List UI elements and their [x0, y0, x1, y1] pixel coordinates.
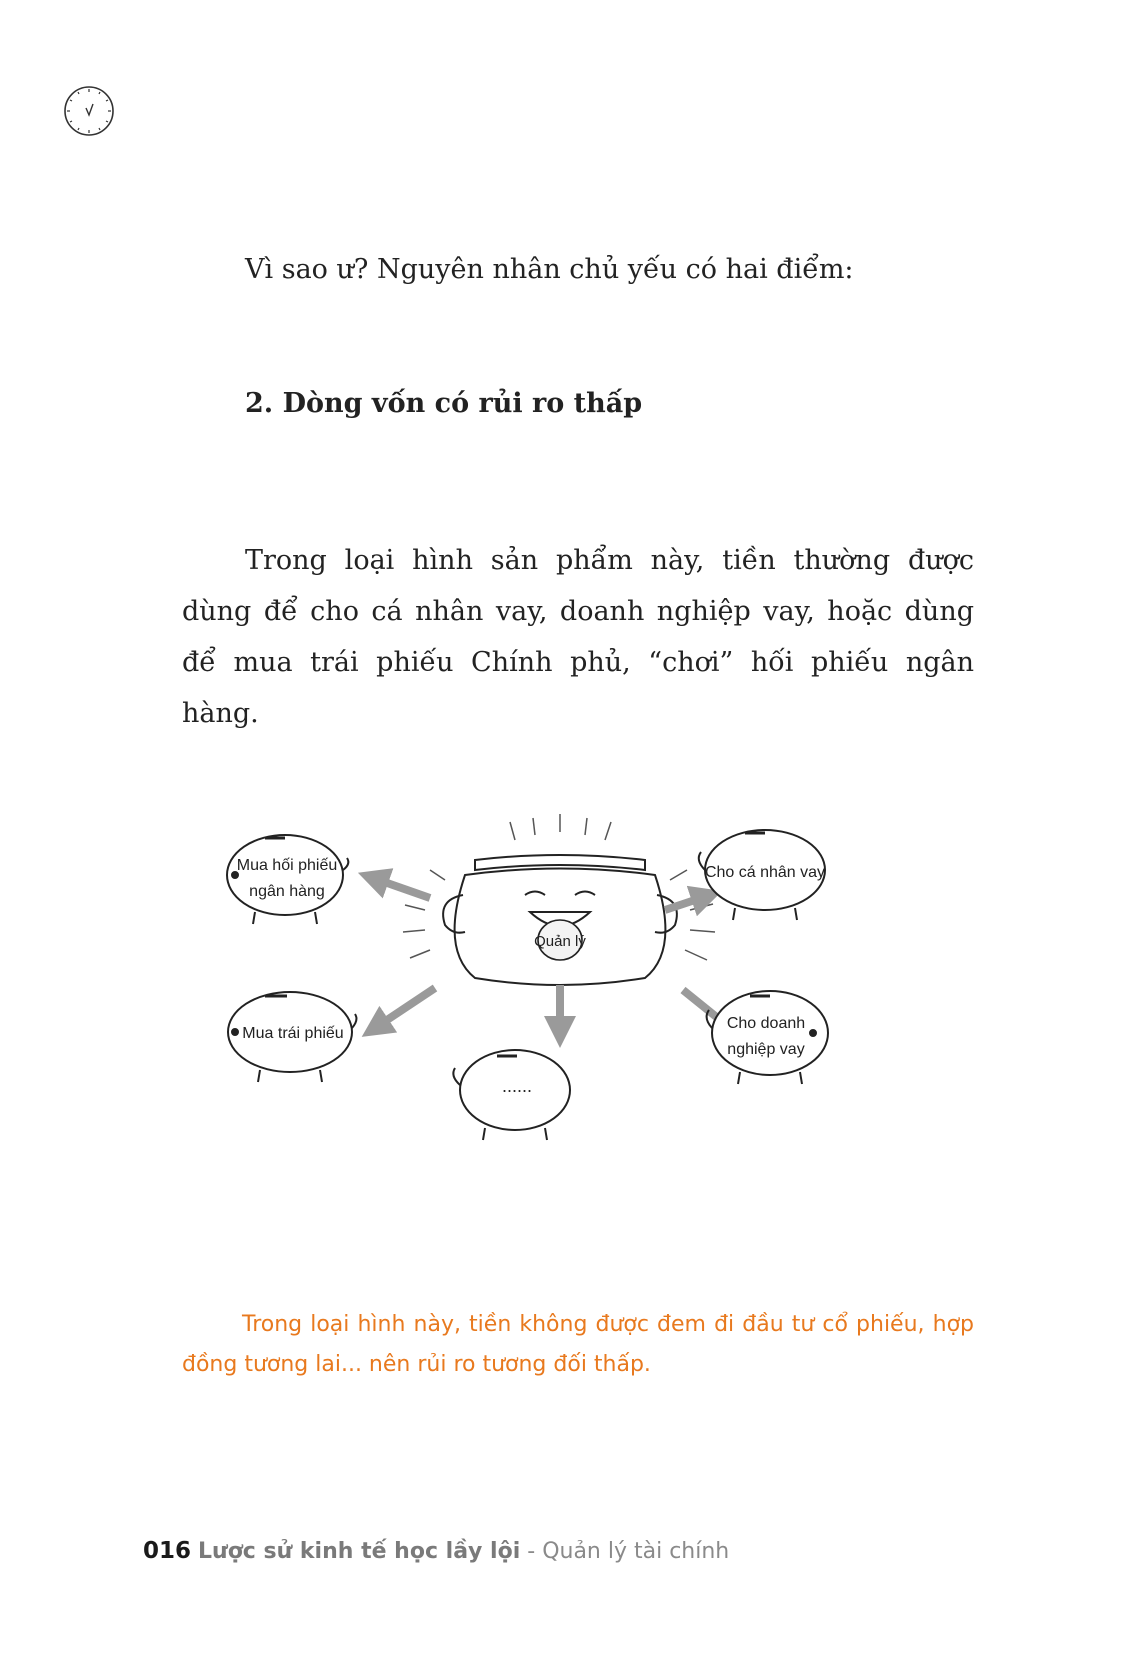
- highlight-note: Trong loại hình này, tiền không được đem đi đầu tư cổ phiếu, hợp đồng tương lai... nên rủi ro tương đối thấp.: [182, 1312, 974, 1377]
- section-heading: 2. Dòng vốn có rủi ro thấp: [245, 388, 643, 419]
- clock-icon: [62, 84, 116, 138]
- body-paragraph: Trong loại hình sản phẩm này, tiền thường được dùng để cho cá nhân vay, doanh nghiệp vay, hoặc dùng để mua trái phiếu Chính phủ, “chơi” hối phiếu ngân hàng.: [182, 545, 974, 729]
- book-title: Lược sử kinh tế học lầy lội: [198, 1539, 521, 1564]
- pig-top-left: [227, 835, 348, 924]
- center-label: Quản lý: [534, 933, 586, 950]
- page-number: 016: [143, 1538, 192, 1564]
- page-footer: [143, 1538, 729, 1564]
- pig-top-left-label-2: ngân hàng: [249, 883, 325, 900]
- pig-bottom-left-label: Mua trái phiếu: [242, 1025, 344, 1042]
- pig-top-right-label: Cho cá nhân vay: [704, 864, 826, 881]
- book-subtitle: Quản lý tài chính: [542, 1539, 730, 1564]
- pig-bottom-right: [707, 991, 828, 1084]
- intro-text: Vì sao ư? Nguyên nhân chủ yếu có hai điểm:: [245, 254, 854, 285]
- pig-top-left-label-1: Mua hối phiếu: [236, 857, 338, 874]
- pot: [443, 855, 677, 985]
- pig-bottom-right-label-1: Cho doanh: [726, 1015, 806, 1032]
- money-flow-diagram: [225, 800, 905, 1150]
- pig-bottom-center-label: ......: [501, 1076, 533, 1096]
- pig-bottom-right-label-2: nghiệp vay: [727, 1041, 805, 1058]
- footer-separator: -: [520, 1539, 543, 1564]
